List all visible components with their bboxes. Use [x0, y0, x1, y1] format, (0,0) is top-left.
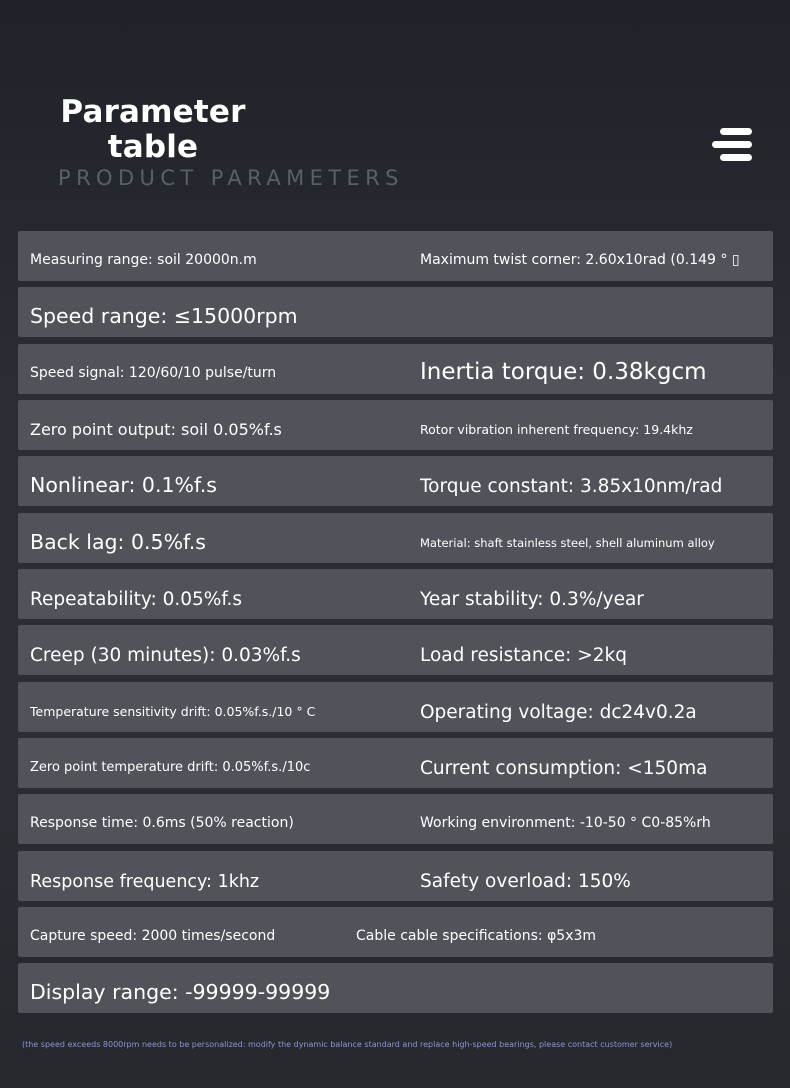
- table-row: [18, 625, 773, 675]
- param-cable-specifications: Cable cable specifications: φ5x3m: [356, 928, 597, 945]
- param-maximum-twist-corner: Maximum twist corner: 2.60x10rad (0.149 ° ▯: [420, 252, 740, 268]
- menu-icon-bar-bottom: [720, 154, 752, 161]
- param-measuring-range: Measuring range: soil 20000n.m: [30, 252, 257, 268]
- param-operating-voltage: Operating voltage: dc24v0.2a: [420, 701, 697, 723]
- param-creep: Creep (30 minutes): 0.03%f.s: [30, 645, 301, 667]
- param-capture-speed: Capture speed: 2000 times/second: [30, 928, 276, 945]
- table-row: [18, 907, 773, 957]
- page-title-line-2: table: [107, 129, 199, 165]
- param-load-resistance: Load resistance: >2kq: [420, 645, 627, 667]
- page-title: [58, 95, 248, 165]
- table-row: [18, 963, 773, 1013]
- param-material: Material: shaft stainless steel, shell aluminum alloy: [420, 535, 715, 550]
- param-zero-point-temperature-drift: Zero point temperature drift: 0.05%f.s./10c: [30, 760, 311, 776]
- table-row: [18, 682, 773, 732]
- param-display-range: Display range: -99999-99999: [30, 980, 331, 1005]
- table-row: [18, 513, 773, 563]
- param-nonlinear: Nonlinear: 0.1%f.s: [30, 473, 217, 498]
- menu-icon-bar-top: [720, 128, 752, 135]
- table-row: [18, 569, 773, 619]
- param-response-time: Response time: 0.6ms (50% reaction): [30, 815, 294, 832]
- table-row: [18, 851, 773, 901]
- param-rotor-vibration-frequency: Rotor vibration inherent frequency: 19.4khz: [420, 422, 693, 438]
- table-row: [18, 231, 773, 281]
- menu-icon[interactable]: [712, 128, 752, 162]
- param-inertia-torque: Inertia torque: 0.38kgcm: [420, 358, 707, 385]
- param-speed-signal: Speed signal: 120/60/10 pulse/turn: [30, 364, 277, 381]
- param-response-frequency: Response frequency: 1khz: [30, 871, 260, 892]
- page-subtitle: PRODUCT PARAMETERS: [58, 166, 404, 190]
- param-year-stability: Year stability: 0.3%/year: [420, 589, 644, 611]
- parameter-table: [18, 231, 773, 1020]
- table-row: [18, 400, 773, 450]
- table-row: [18, 738, 773, 788]
- param-current-consumption: Current consumption: <150ma: [420, 758, 708, 780]
- param-zero-point-output: Zero point output: soil 0.05%f.s: [30, 420, 282, 440]
- param-repeatability: Repeatability: 0.05%f.s: [30, 589, 243, 611]
- table-row: [18, 456, 773, 506]
- table-row: [18, 344, 773, 394]
- param-back-lag: Back lag: 0.5%f.s: [30, 529, 206, 554]
- page-title-line-1: Parameter: [60, 94, 246, 130]
- param-temperature-sensitivity-drift: Temperature sensitivity drift: 0.05%f.s./10 ° C: [30, 703, 316, 719]
- param-safety-overload: Safety overload: 150%: [420, 870, 631, 892]
- table-row: [18, 287, 773, 337]
- param-torque-constant: Torque constant: 3.85x10nm/rad: [420, 476, 723, 498]
- param-speed-range: Speed range: ≤15000rpm: [30, 304, 298, 329]
- footnote: (the speed exceeds 8000rpm needs to be personalized: modify the dynamic balance standard and replace high-speed bearings, please contact customer service): [22, 1040, 673, 1049]
- table-row: [18, 794, 773, 844]
- param-working-environment: Working environment: -10-50 ° C0-85%rh: [420, 815, 711, 832]
- menu-icon-bar-middle: [712, 141, 752, 148]
- page-header: [0, 0, 790, 220]
